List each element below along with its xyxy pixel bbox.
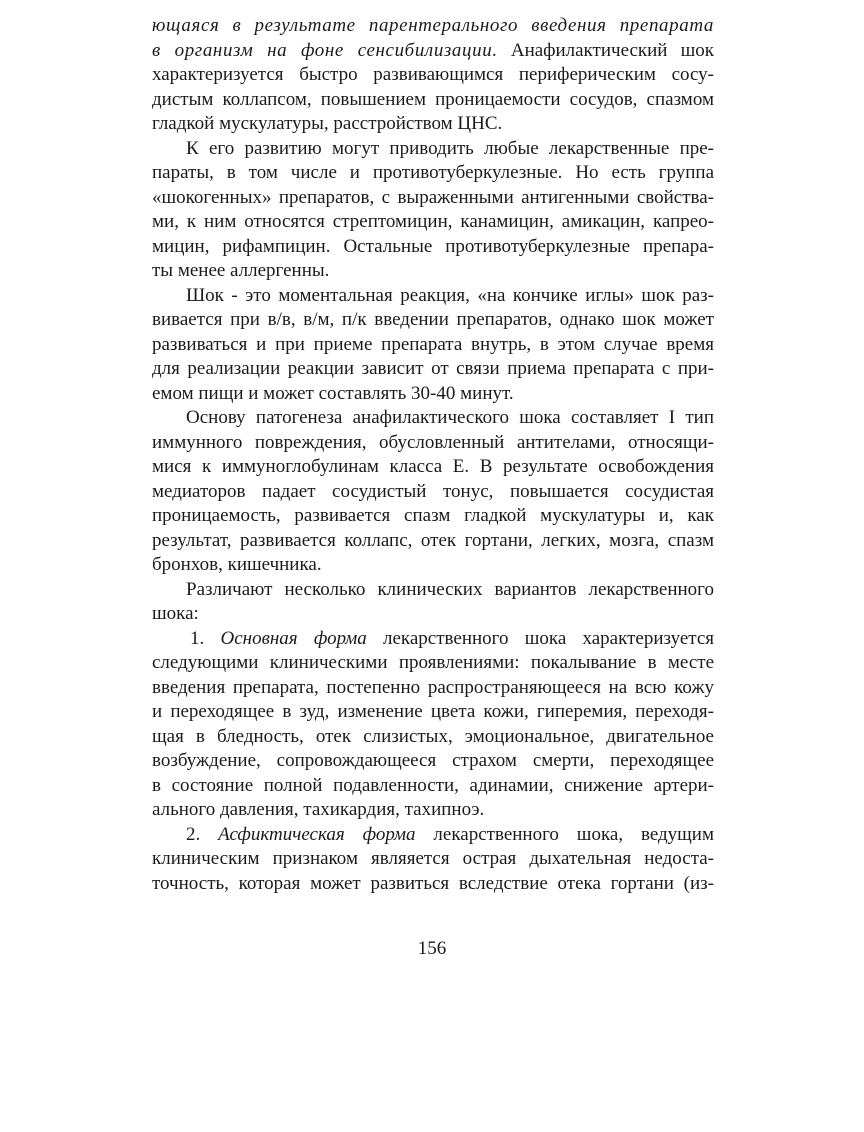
text-segment: 1. xyxy=(190,627,221,649)
text-segment: возбуждение, сопровождающееся страхом смерти, переходящее xyxy=(152,750,714,771)
text-line xyxy=(152,308,714,333)
text-line xyxy=(152,14,714,39)
text-segment: медиаторов падает сосудистый тонус, повышается сосудистая xyxy=(152,480,714,502)
text-line xyxy=(152,553,714,578)
text-segment: иммунного повреждения, обусловленный антителами, относящи- xyxy=(152,431,714,453)
text-segment: результат, развивается коллапс, отек гортани, легких, мозга, спазм xyxy=(152,529,714,551)
text-segment: следующими клиническими проявлениями: покалывание в месте xyxy=(152,652,714,673)
text-line xyxy=(152,529,714,554)
text-line xyxy=(152,333,714,358)
text-line xyxy=(152,676,714,701)
emphasized-text: в организм на фоне сенсибилизации. xyxy=(152,39,498,61)
text-segment: Шок - это моментальная реакция, «на кончике иглы» шок раз- xyxy=(186,284,714,306)
text-segment: и переходящее в зуд, изменение цвета кожи, гиперемия, переходя- xyxy=(152,701,714,722)
text-segment: лекарственного шока характеризуется xyxy=(366,627,714,649)
text-segment: развиваться и при приеме препарата внутрь, в этом случае время xyxy=(152,333,714,355)
text-segment: емом пищи и может составлять 30-40 минут. xyxy=(152,382,514,404)
text-line xyxy=(152,406,714,431)
text-line xyxy=(152,700,714,725)
text-segment: вивается при в/в, в/м, п/к введении препаратов, однако шок может xyxy=(152,309,714,330)
text-segment: параты, в том числе и противотуберкулезные. Но есть группа xyxy=(152,162,714,183)
text-segment: гладкой мускулатуры, расстройством ЦНС. xyxy=(152,113,503,134)
text-segment: 2. xyxy=(186,823,219,845)
text-line xyxy=(152,823,714,848)
text-line xyxy=(152,627,714,652)
text-line xyxy=(152,749,714,774)
text-segment: бронхов, кишечника. xyxy=(152,554,322,575)
text-line xyxy=(152,63,714,88)
text-line xyxy=(152,137,714,162)
text-line xyxy=(152,504,714,529)
text-segment: ального давления, тахикардия, тахипноэ. xyxy=(152,799,485,820)
text-segment: щая в бледность, отек слизистых, эмоциональное, двигательное xyxy=(152,725,714,747)
text-line xyxy=(152,235,714,260)
text-segment: в состояние полной подавленности, адинамии, снижение артери- xyxy=(152,774,714,796)
text-segment: ты менее аллергенны. xyxy=(152,260,330,281)
italic-term: Асфиктическая форма xyxy=(218,823,416,845)
text-line xyxy=(152,382,714,407)
text-segment: дистым коллапсом, повышением проницаемости сосудов, спазмом xyxy=(152,88,714,110)
italic-term: Основная форма xyxy=(220,627,367,649)
text-line xyxy=(152,725,714,750)
page-body xyxy=(152,14,714,896)
text-segment: проницаемость, развивается спазм гладкой мускулатуры и, как xyxy=(152,505,714,526)
text-segment: лекарственного шока, ведущим xyxy=(415,823,714,845)
text-line xyxy=(152,651,714,676)
text-line xyxy=(152,578,714,603)
text-line xyxy=(152,774,714,799)
text-line xyxy=(152,602,714,627)
text-line xyxy=(152,210,714,235)
text-line xyxy=(152,39,714,64)
text-line xyxy=(152,259,714,284)
text-segment: характеризуется быстро развивающимся периферическим сосу- xyxy=(152,64,714,85)
text-segment: Различают несколько клинических вариантов лекарственного xyxy=(186,578,714,600)
text-line xyxy=(152,112,714,137)
text-segment: Анафилактический шок xyxy=(497,39,714,61)
text-line xyxy=(152,480,714,505)
text-segment: шока: xyxy=(152,603,199,624)
text-line xyxy=(152,872,714,897)
text-segment: ми, к ним относятся стрептомицин, канамицин, амикацин, капрео- xyxy=(152,211,714,232)
text-segment: «шокогенных» препаратов, с выраженными антигенными свойства- xyxy=(152,186,714,208)
text-line xyxy=(152,431,714,456)
text-segment: мися к иммуноглобулинам класса Е. В результате освобождения xyxy=(152,456,714,477)
text-segment: мицин, рифампицин. Остальные противотуберкулезные препара- xyxy=(152,235,714,257)
text-segment: К его развитию могут приводить любые лекарственные пре- xyxy=(186,137,714,159)
text-segment: клиническим признаком являяется острая дыхательная недоста- xyxy=(152,848,714,869)
text-line xyxy=(152,455,714,480)
text-segment: введения препарата, постепенно распространяющееся на всю кожу xyxy=(152,676,714,698)
text-segment: Основу патогенеза анафилактического шока составляет I тип xyxy=(186,407,714,428)
text-line xyxy=(152,186,714,211)
text-line xyxy=(152,284,714,309)
text-segment: точность, которая может развиться вследствие отека гортани (из- xyxy=(152,872,714,894)
text-line xyxy=(152,357,714,382)
text-line xyxy=(152,847,714,872)
text-segment: для реализации реакции зависит от связи приема препарата с при- xyxy=(152,358,714,379)
page-number: 156 xyxy=(417,938,447,959)
text-line xyxy=(152,161,714,186)
text-line xyxy=(152,88,714,113)
text-line xyxy=(152,798,714,823)
emphasized-text: ющаяся в результате парентерального введения препарата xyxy=(152,15,714,36)
